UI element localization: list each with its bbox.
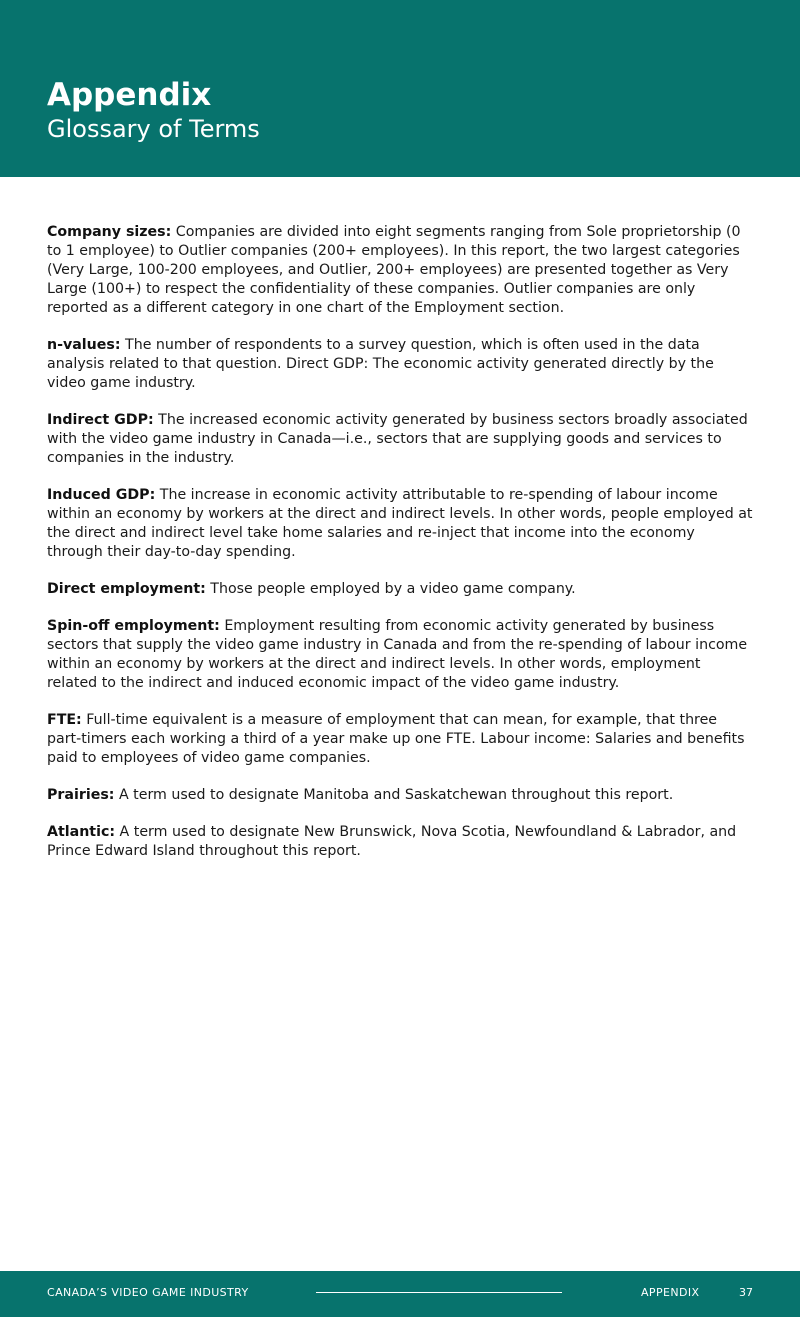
glossary-definition: The number of respondents to a survey question, which is often used in the data analysis related to that question. Direct GDP: The economic activity generated directly by the video game industry. — [47, 337, 714, 391]
glossary-entry-prairies — [47, 786, 755, 805]
glossary-entry-fte — [47, 711, 755, 768]
glossary-term: Prairies: — [47, 787, 115, 803]
glossary-entry-direct-employment — [47, 580, 755, 599]
glossary-term: Induced GDP: — [47, 487, 156, 503]
footer-bar — [0, 1271, 800, 1317]
glossary-term: Indirect GDP: — [47, 412, 154, 428]
glossary-definition: Companies are divided into eight segments ranging from Sole proprietorship (0 to 1 employee) to Outlier companies (200+ employees). In this report, the two largest categories (Very Large, 100-200 employees, and Outlier, 200+ employees) are presented together as Very Large (100+) to respect the confidentiality of these companies. Outlier companies are only reported as a different category in one chart of the Employment section. — [47, 224, 741, 316]
glossary-term: n-values: — [47, 337, 121, 353]
glossary-term: Company sizes: — [47, 224, 172, 240]
glossary-definition: A term used to designate New Brunswick, Nova Scotia, Newfoundland & Labrador, and Prince Edward Island throughout this report. — [47, 824, 737, 859]
glossary-entry-atlantic — [47, 823, 755, 861]
page-subtitle: Glossary of Terms — [47, 115, 260, 143]
glossary-term: Direct employment: — [47, 581, 206, 597]
footer-section-label: APPENDIX — [641, 1286, 700, 1299]
glossary-definition: The increase in economic activity attributable to re-spending of labour income within an economy by workers at the direct and indirect levels. In other words, people employed at the direct and indirect level take home salaries and re-inject that income into the economy through their day-to-day spending. — [47, 487, 753, 560]
glossary-definition: Employment resulting from economic activity generated by business sectors that supply the video game industry in Canada and from the re-spending of labour income within an economy by workers at the direct and indirect levels. In other words, employment related to the indirect and induced economic impact of the video game industry. — [47, 618, 748, 691]
glossary-definition: The increased economic activity generated by business sectors broadly associated with the video game industry in Canada—i.e., sectors that are supplying goods and services to companies in the industry. — [47, 412, 748, 466]
glossary-entry-spin-off-employment — [47, 617, 755, 693]
glossary-term: Spin-off employment: — [47, 618, 220, 634]
glossary-entry-n-values — [47, 336, 755, 393]
page-number: 37 — [739, 1286, 753, 1299]
glossary-definition: Those people employed by a video game company. — [210, 581, 576, 597]
glossary-definition: A term used to designate Manitoba and Saskatchewan throughout this report. — [118, 787, 674, 803]
page-title: Appendix — [47, 77, 212, 113]
footer-divider — [316, 1292, 562, 1293]
footer-publication-title: CANADA’S VIDEO GAME INDUSTRY — [47, 1286, 249, 1299]
glossary-term: Atlantic: — [47, 824, 116, 840]
header-banner — [0, 0, 800, 177]
glossary-entry-induced-gdp — [47, 486, 755, 562]
glossary-entry-company-sizes — [47, 223, 755, 318]
glossary-term: FTE: — [47, 712, 82, 728]
glossary-entry-indirect-gdp — [47, 411, 755, 468]
glossary-list — [47, 223, 755, 879]
glossary-definition: Full-time equivalent is a measure of employment that can mean, for example, that three part-timers each working a third of a year make up one FTE. Labour income: Salaries and benefits paid to employees of video game companies. — [47, 712, 745, 766]
